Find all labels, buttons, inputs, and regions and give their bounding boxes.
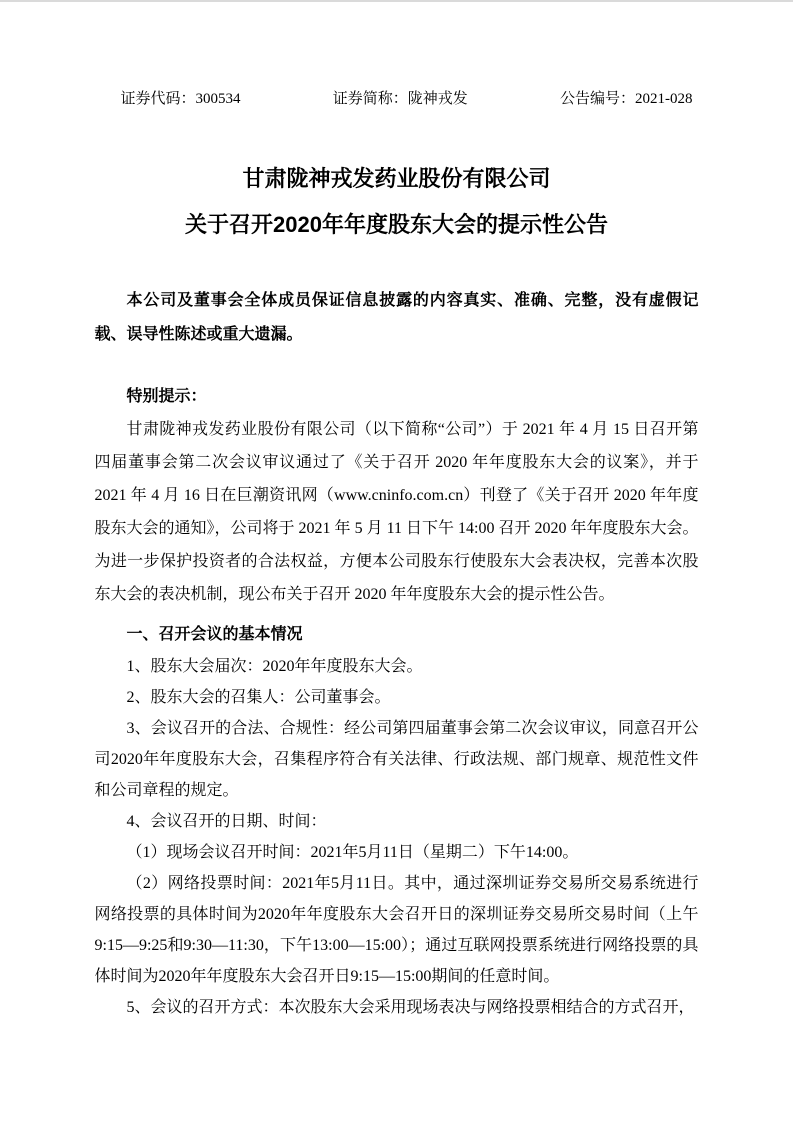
section1-item-legality: 3、会议召开的合法、合规性：经公司第四届董事会第二次会议审议，同意召开公司2020年年度股东大会，召集程序符合有关法律、行政法规、部门规章、规范性文件和公司章程的规定。 [94,720,699,799]
section1-item-meeting-session: 1、股东大会届次：2020年年度股东大会。 [126,658,423,675]
announcement-title: 关于召开2020年年度股东大会的提示性公告 [185,212,608,237]
special-notice-paragraph: 甘肃陇神戎发药业股份有限公司（以下简称“公司”）于 2021 年 4 月 15 日召开第四届董事会第二次会议审议通过了《关于召开 2020 年年度股东大会的议案》，并于 2021 年 4 月 16 日在巨潮资讯网（www.cninfo.com.cn）刊登了《关于召开 2020 年年度股东大会的通知》，公司将于 2021 年 5 月 11 日下午 14:00 召开 2020 年年度股东大会。为进一步保护投资者的合法权益，方便本公司股东行使股东大会表决权，完善本次股东大会的表决机制，现公布关于召开 2020 年年度股东大会的提示性公告。 [94,421,699,603]
document-header [95,90,699,108]
section1-item-meeting-method: 5、会议的召开方式：本次股东大会采用现场表决与网络投票相结合的方式召开， [126,999,695,1016]
stock-short-name: 证券简称：陇神戎发 [332,91,468,107]
company-name-title: 甘肃陇神戎发药业股份有限公司 [242,166,551,191]
title-block [95,156,699,248]
stock-code: 证券代码：300534 [120,91,241,107]
announcement-number: 公告编号：2021-028 [560,91,693,107]
disclosure-statement: 本公司及董事会全体成员保证信息披露的内容真实、准确、完整，没有虚假记载、误导性陈述或重大遗漏。 [94,292,699,343]
section1-item-online-voting-time: （2）网络投票时间：2021年5月11日。其中，通过深圳证券交易所交易系统进行网络投票的具体时间为2020年年度股东大会召开日的深圳证券交易所交易时间（上午9:15—9:25和9:30—11:30，下午13:00—15:00）；通过互联网投票系统进行网络投票的具体时间为2020年年度股东大会召开日9:15—15:00期间的任意时间。 [94,875,699,985]
special-notice-heading: 特别提示： [126,388,207,405]
section1-heading: 一、召开会议的基本情况 [126,626,303,643]
section1-item-onsite-time: （1）现场会议召开时间：2021年5月11日（星期二）下午14:00。 [126,844,579,861]
document-content [95,90,699,1023]
section1-item-date-time: 4、会议召开的日期、时间： [126,813,327,830]
section1-item-convener: 2、股东大会的召集人：公司董事会。 [126,689,391,706]
